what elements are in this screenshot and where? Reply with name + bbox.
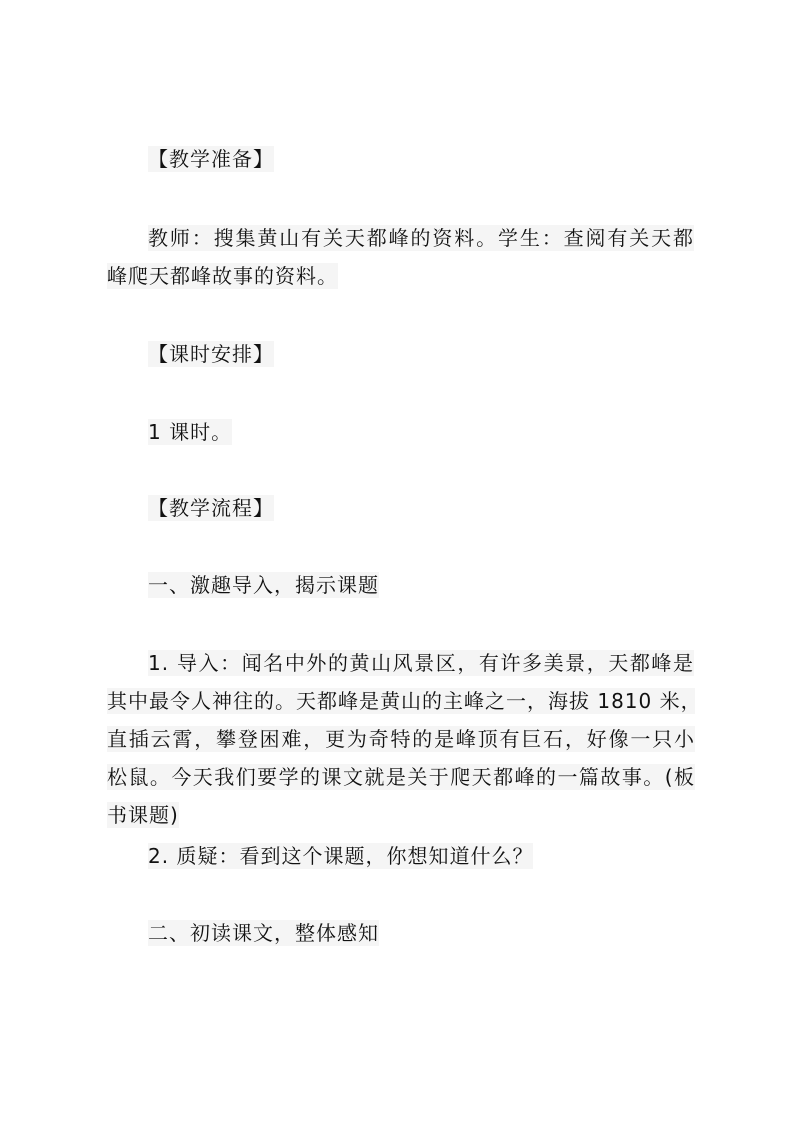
prep-paragraph-line-2: 峰爬天都峰故事的资料。 (107, 264, 338, 288)
heading-teaching-preparation: 【教学准备】 (148, 147, 274, 171)
lesson-schedule-body: 1 课时。 (148, 420, 233, 444)
section-2-title: 二、初读课文，整体感知 (148, 921, 379, 945)
heading-lesson-schedule: 【课时安排】 (148, 342, 274, 366)
heading-teaching-process: 【教学流程】 (148, 496, 274, 520)
step-1-line-4: 松鼠。今天我们要学的课文就是关于爬天都峰的一篇故事。(板 (107, 765, 695, 789)
prep-paragraph-line-1: 教师：搜集黄山有关天都峰的资料。学生：查阅有关天都 (148, 226, 694, 250)
section-1-title: 一、激趣导入，揭示课题 (148, 573, 379, 597)
step-1-line-2: 其中最令人神往的。天都峰是黄山的主峰之一，海拔 1810 米， (107, 689, 702, 713)
step-2-line-1: 2. 质疑：看到这个课题，你想知道什么？ (148, 844, 534, 868)
step-1-line-5: 书课题) (107, 803, 179, 827)
step-1-line-1: 1. 导入：闻名中外的黄山风景区，有许多美景，天都峰是 (148, 651, 694, 675)
step-1-line-3: 直插云霄，攀登困难，更为奇特的是峰顶有巨石，好像一只小 (107, 727, 695, 751)
